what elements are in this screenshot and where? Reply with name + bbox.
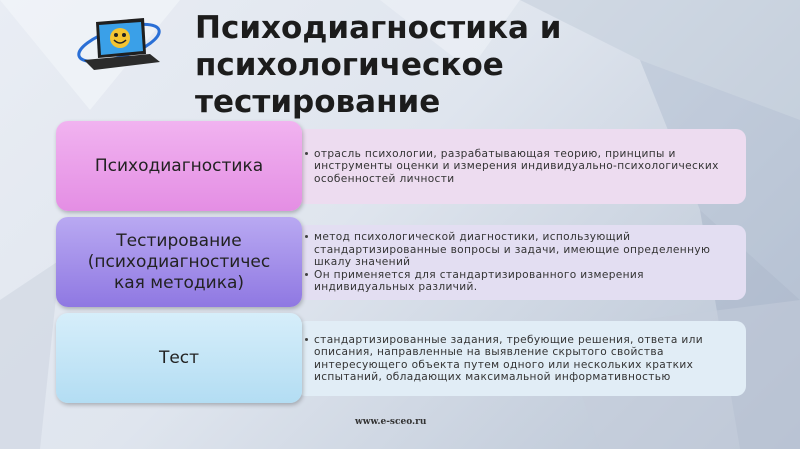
term-label: Психодиагностика [94, 155, 264, 176]
term-label: Тест [158, 347, 200, 368]
term-label-box [56, 217, 302, 307]
bullet-list [314, 148, 736, 185]
description-box [296, 225, 746, 300]
description-box [296, 321, 746, 396]
bullet-item: отрасль психологии, разрабатывающая теорию, принципы и инструменты оценки и измерения индивидуально-психологических особенностей личности [314, 148, 736, 185]
bullet-item: метод психологической диагностики, использующий стандартизированные вопросы и задачи, имеющие определенную шкалу значений [314, 231, 736, 268]
term-label: кая методика) [113, 272, 245, 293]
term-label-box [56, 313, 302, 403]
title-line: Психодиагностика и [195, 10, 562, 46]
term-label: Тестирование [116, 230, 242, 251]
title-line: тестирование [195, 84, 441, 120]
bullet-list [314, 334, 736, 384]
slide-title [195, 10, 715, 121]
title-line: психологическое [195, 47, 504, 83]
bullet-list [314, 231, 736, 293]
term-label-box [56, 121, 302, 211]
description-box [296, 129, 746, 204]
laptop-smiley-logo-icon [74, 12, 164, 74]
footer-url: www.e-sceo.ru [355, 417, 427, 427]
bullet-item: стандартизированные задания, требующие решения, ответа или описания, направленные на выявление скрытого свойства интересующего объекта путем одного или нескольких кратких испытаний, обладающих максимальной информативностью [314, 334, 736, 384]
term-label: (психодиагностичес [87, 251, 271, 272]
bullet-item: Он применяется для стандартизированного измерения индивидуальных различий. [314, 269, 736, 294]
